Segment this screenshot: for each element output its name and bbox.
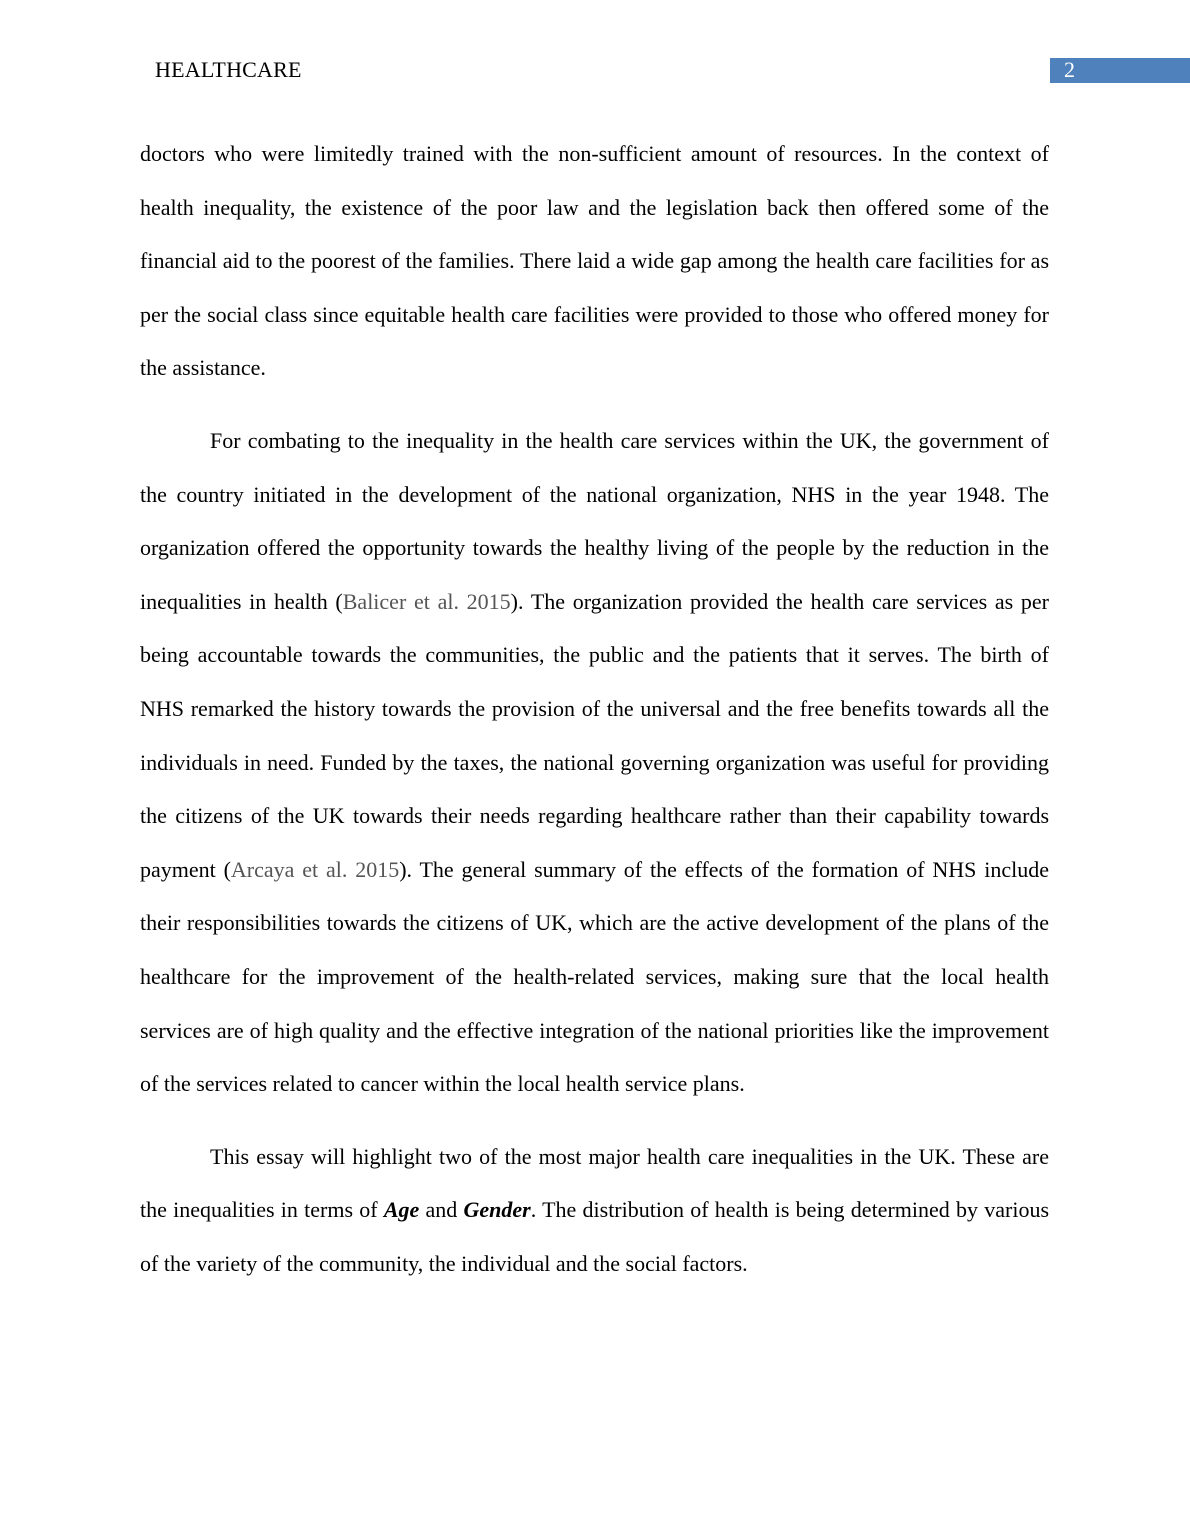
page-number-badge [1050,58,1190,83]
emphasis-gender: Gender [463,1197,531,1223]
paragraph-3-text-a: This essay will highlight two of the most major health care inequalities in the UK. These are the inequalities in terms of [140,1143,1049,1223]
paragraph-3 [140,1130,1049,1291]
paragraph-3-text-c: . The distribution of health is being determined by various of the variety of the community, the individual and the social factors. [140,1197,1050,1276]
paragraph-3-text-b: and [419,1197,464,1223]
paragraph-2 [140,414,1049,1111]
emphasis-age: Age [383,1197,420,1223]
paragraph-1: doctors who were limitedly trained with the non-sufficient amount of resources. In the context of health inequality, the existence of the poor law and the legislation back then offered some of the financial aid to the poorest of the families. There laid a wide gap among the health care facilities for as per the social class since equitable health care facilities were provided to those who offered money for the assistance. [140,141,1049,381]
page-number: 2 [1064,57,1075,82]
citation-balicer: Balicer et al. 2015 [342,588,511,614]
citation-arcaya: Arcaya et al. 2015 [230,856,400,882]
paragraph-2-text-b: ). The organization provided the health care services as per being accountable towards the communities, the public and the patients that it serves. The birth of NHS remarked the history towards the provision of the universal and the free benefits towards all the individuals in need. Funded by the taxes, the national governing organization was useful for providing the citizens of the UK towards their needs regarding healthcare rather than their capability towards payment ( [140,588,1050,882]
running-head: HEALTHCARE [155,57,302,82]
paragraph-2-text-a: For combating to the inequality in the health care services within the UK, the government of the country initiated in the development of the national organization, NHS in the year 1948. The organization offered the opportunity towards the healthy living of the people by the reduction in the inequalities in health ( [140,427,1049,614]
body-text [140,127,1049,1309]
paragraph-2-text-c: ). The general summary of the effects of the formation of NHS include their responsibilities towards the citizens of UK, which are the active development of the plans of the healthcare for the improvement of the health-related services, making sure that the local health services are of high quality and the effective integration of the national priorities like the improvement of the services related to cancer within the local health service plans. [140,856,1049,1097]
